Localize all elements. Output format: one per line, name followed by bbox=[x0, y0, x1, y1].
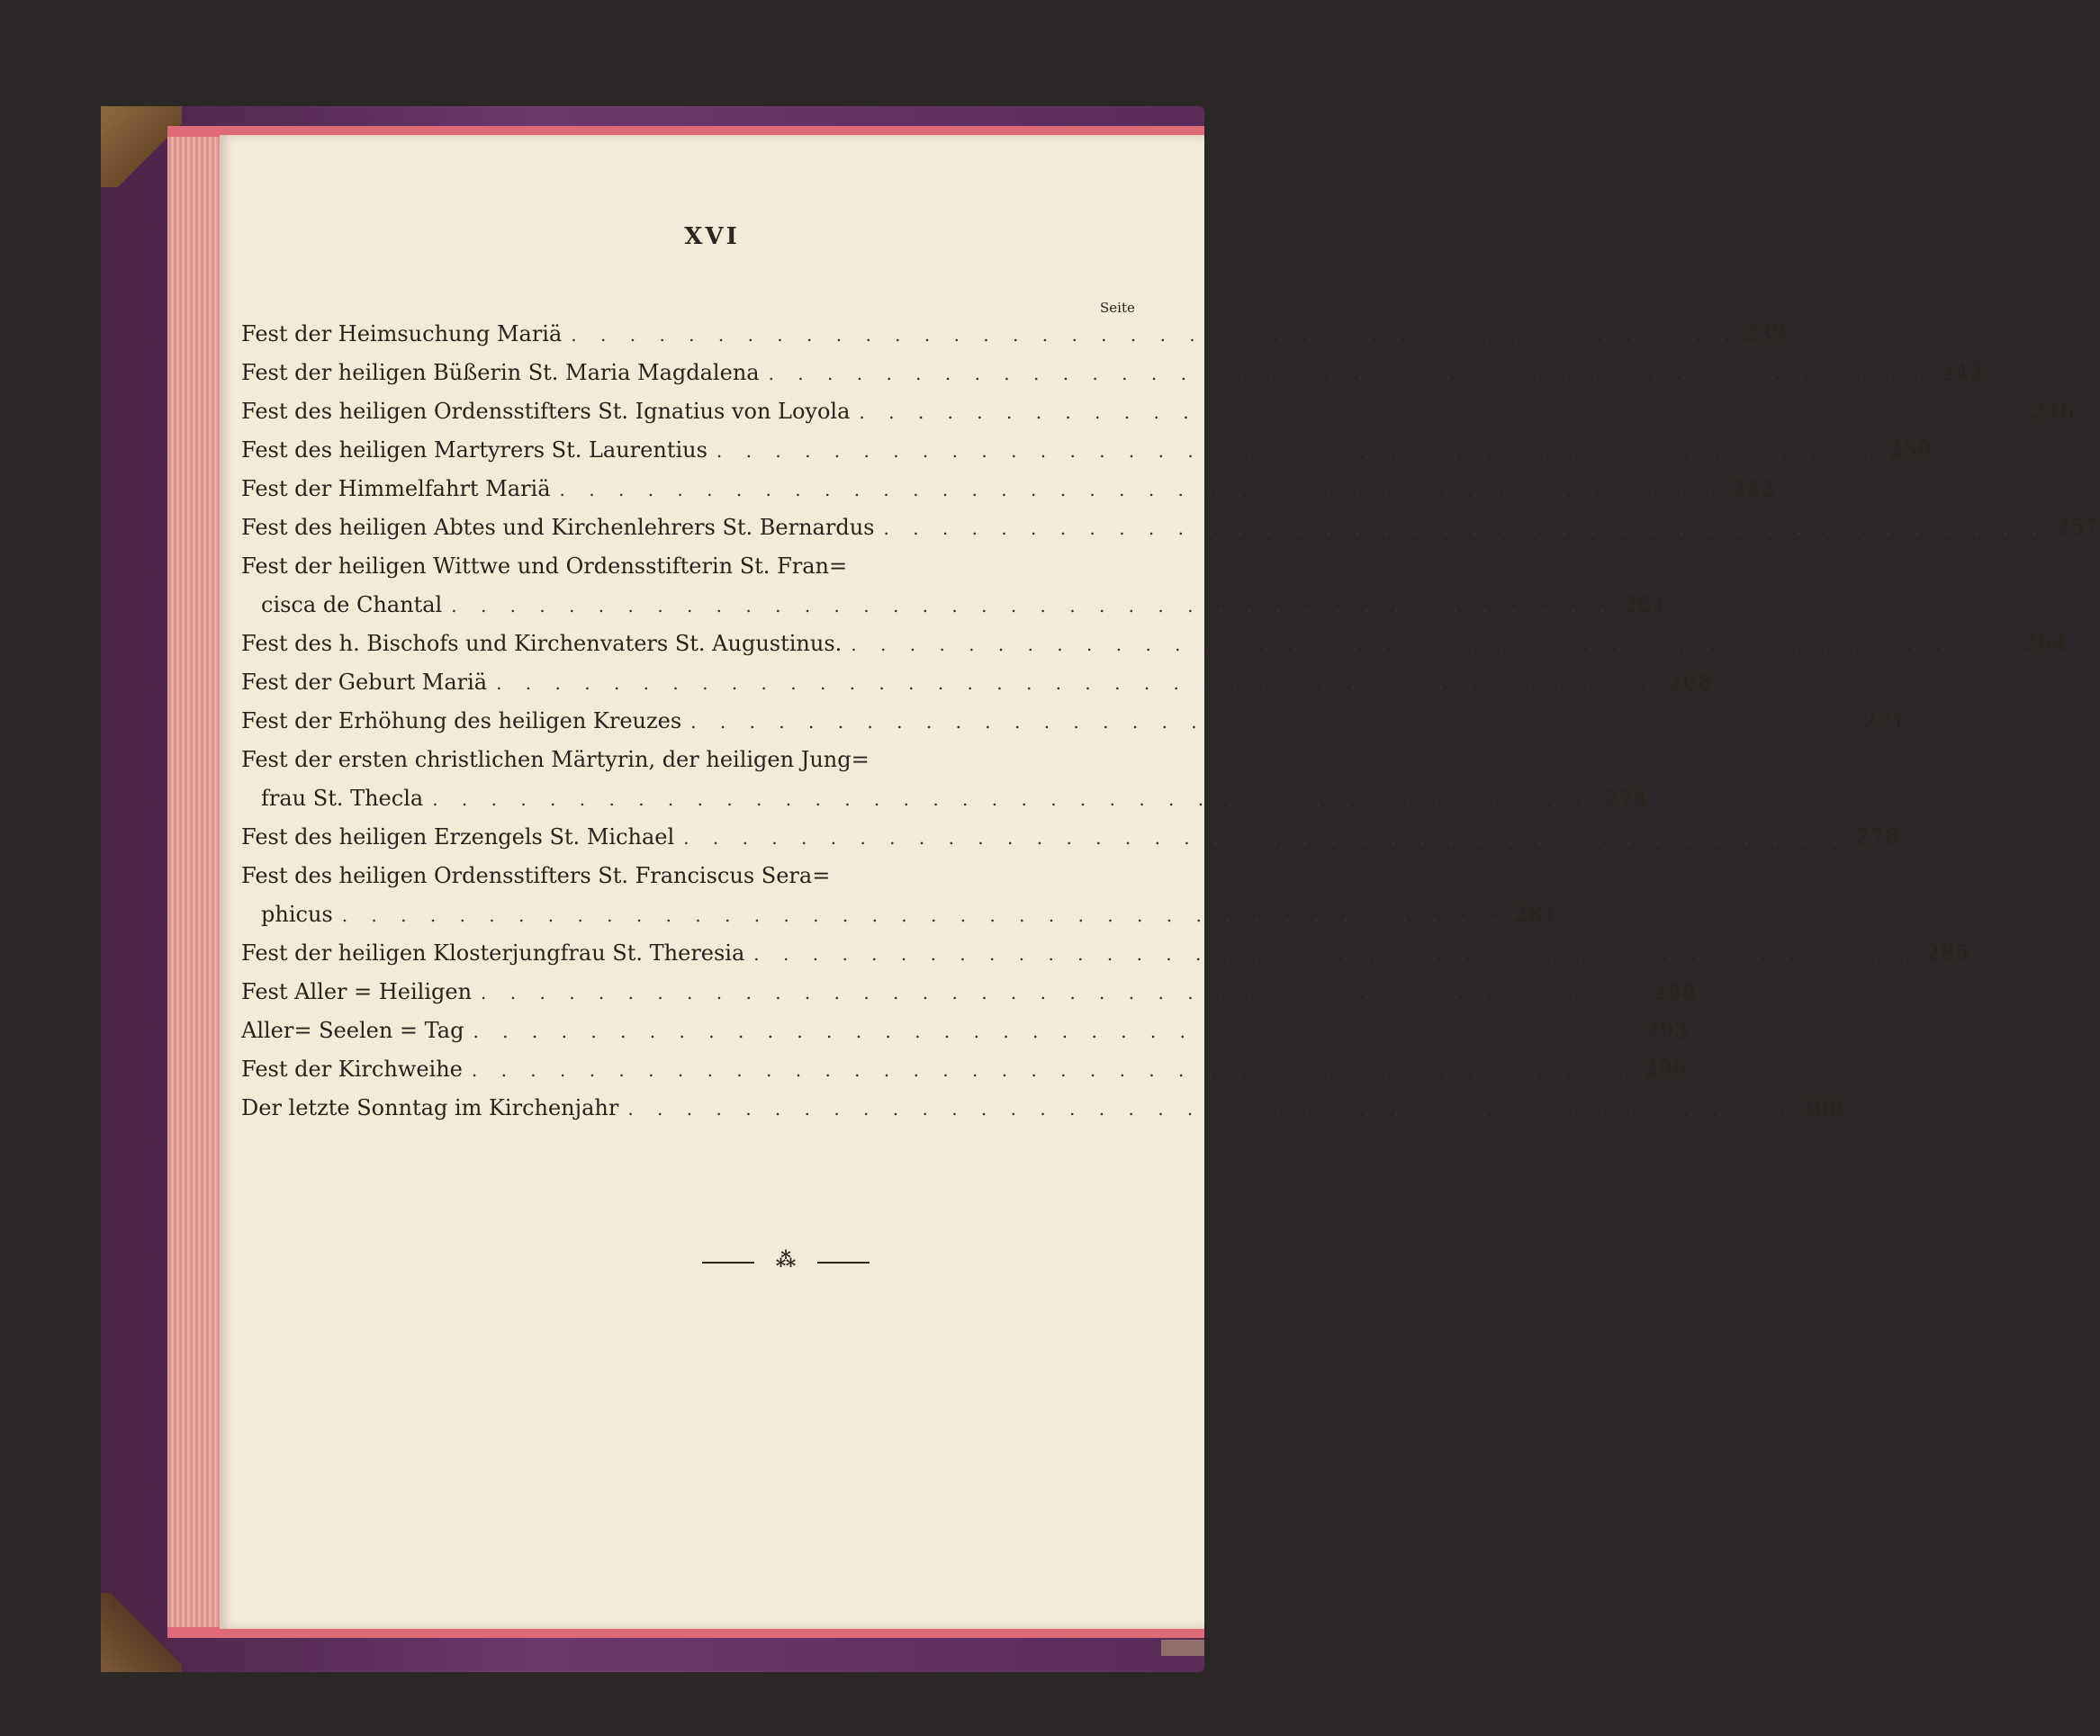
toc-entry bbox=[241, 431, 1933, 470]
toc-entry-title: Fest der Erhöhung des heiligen Kreuzes bbox=[241, 708, 682, 733]
toc-entry-title: frau St. Thecla bbox=[261, 786, 424, 811]
toc-page-number: 293 bbox=[1645, 1018, 1690, 1043]
toc-page-number: 239 bbox=[1743, 321, 1788, 346]
toc-entry bbox=[241, 354, 1985, 392]
toc-entry-title: Fest Aller = Heiligen bbox=[241, 979, 473, 1004]
toc-entry-line bbox=[241, 392, 2076, 431]
fleuron-icon: ⁂ bbox=[775, 1248, 797, 1272]
toc-entry bbox=[241, 1089, 1844, 1128]
dot-leader: . . . . . . . . . . . . . . . . . . . . . . . . . . . . . . . . . . . . . . . . bbox=[471, 1059, 1636, 1081]
dot-leader: . . . . . . . . . . . . . . . . . . . . . . . . . . . . . . . . . . . . . . . . bbox=[716, 440, 1880, 462]
toc-page-number: 268 bbox=[1668, 670, 1713, 695]
toc-page-number: 264 bbox=[2023, 631, 2068, 656]
dot-leader: . . . . . . . . . . . . . . . . . . . . . . . . . . . . . . . . . . . . . . . . bbox=[851, 634, 2014, 655]
dot-leader: . . . . . . . . . . . . . . . . . . . . . . . . . . . . . . . . . . . . . . . . bbox=[451, 595, 1615, 616]
toc-entry-line bbox=[241, 934, 1970, 973]
toc-entry-continuation bbox=[241, 586, 1668, 625]
toc-entry-line bbox=[241, 508, 2100, 547]
toc-page-number: 274 bbox=[1604, 786, 1649, 811]
dot-leader: . . . . . . . . . . . . . . . . . . . . . . . . . . . . . . . . . . . . . . . . bbox=[473, 1021, 1636, 1042]
toc-entry-title: Fest der heiligen Wittwe und Ordensstifterin St. Fran= bbox=[241, 553, 848, 579]
toc-entry-line bbox=[241, 315, 1788, 354]
page-edges bbox=[167, 126, 221, 1638]
toc-page-number: 288 bbox=[1653, 979, 1698, 1004]
toc-page-number: 296 bbox=[1644, 1057, 1688, 1082]
dot-leader: . . . . . . . . . . . . . . . . . . . . . . . . . . . . . . . . . . . . . . . . bbox=[571, 324, 1735, 346]
toc-entry-line bbox=[241, 973, 1698, 1012]
toc-entry bbox=[241, 470, 1776, 508]
dot-leader: . . . . . . . . . . . . . . . . . . . . . . . . . . . . . . . . . . . . . . . . bbox=[559, 479, 1723, 500]
toc-entry-continuation bbox=[241, 895, 1558, 934]
toc-page-number: 271 bbox=[1862, 708, 1907, 733]
cover-wear bbox=[1161, 1640, 1204, 1656]
toc-entry bbox=[241, 973, 1698, 1012]
toc-entry-title: Fest der heiligen Büßerin St. Maria Magdalena bbox=[241, 360, 760, 385]
toc-entry-title: Fest des heiligen Ordensstifters St. Ignatius von Loyola bbox=[241, 399, 851, 424]
dot-leader: . . . . . . . . . . . . . . . . . . . . . . . . . . . . . . . . . . . . . . . . bbox=[627, 1098, 1791, 1120]
page-number-header: XVI bbox=[684, 223, 740, 250]
toc-entry bbox=[241, 663, 1713, 702]
dot-leader: . . . . . . . . . . . . . . . . . . . . . . . . . . . . . . . . . . . . . . . . bbox=[753, 943, 1917, 965]
toc-page-number: 246 bbox=[2031, 399, 2076, 424]
toc-page-number: 257 bbox=[2055, 515, 2100, 540]
toc-entry bbox=[241, 934, 1970, 973]
dot-leader: . . . . . . . . . . . . . . . . . . . . . . . . . . . . . . . . . . . . . . . . bbox=[883, 517, 2047, 539]
toc-entry-title: Fest des heiligen Martyrers St. Laurentius bbox=[241, 437, 708, 463]
dot-leader: . . . . . . . . . . . . . . . . . . . . . . . . . . . . . . . . . . . . . . . . bbox=[683, 827, 1847, 849]
dot-leader: . . . . . . . . . . . . . . . . . . . . . . . . . . . . . . . . . . . . . . . . bbox=[690, 711, 1854, 733]
toc-page-number: 300 bbox=[1799, 1095, 1844, 1120]
toc-entry-line bbox=[241, 470, 1776, 508]
page-column-label: Seite bbox=[1100, 300, 1135, 316]
toc-page-number: 250 bbox=[1888, 437, 1933, 463]
toc-entry-title: Aller= Seelen = Tag bbox=[241, 1018, 464, 1043]
toc-entry-line bbox=[241, 702, 1907, 741]
toc-entry bbox=[241, 857, 1558, 934]
toc-entry-title: Fest der Kirchweihe bbox=[241, 1057, 463, 1082]
toc-page-number: 278 bbox=[1855, 824, 1900, 850]
table-of-contents bbox=[241, 315, 2100, 1128]
toc-page-number: 281 bbox=[1513, 902, 1558, 927]
toc-entry bbox=[241, 1050, 1688, 1089]
dot-leader: . . . . . . . . . . . . . . . . . . . . . . . . . . . . . . . . . . . . . . . . bbox=[432, 788, 1596, 810]
dot-leader: . . . . . . . . . . . . . . . . . . . . . . . . . . . . . . . . . . . . . . . . bbox=[768, 363, 1932, 384]
toc-entry-title: Fest des heiligen Abtes und Kirchenlehrers St. Bernardus bbox=[241, 515, 875, 540]
toc-entry-line bbox=[241, 625, 2068, 663]
toc-entry-continuation bbox=[241, 779, 1649, 818]
toc-entry-line bbox=[241, 857, 1150, 895]
toc-entry-line bbox=[241, 741, 1150, 779]
dot-leader: . . . . . . . . . . . . . . . . . . . . . . . . . . . . . . . . . . . . . . . . bbox=[481, 982, 1645, 1003]
toc-entry-line bbox=[241, 663, 1713, 702]
toc-page-number: 243 bbox=[1940, 360, 1985, 385]
toc-entry-line bbox=[241, 1089, 1844, 1128]
toc-page-number: 253 bbox=[1731, 476, 1776, 501]
toc-entry bbox=[241, 818, 1900, 857]
toc-entry-title: Fest der ersten christlichen Märtyrin, der heiligen Jung= bbox=[241, 747, 870, 772]
toc-page-number: 261 bbox=[1623, 592, 1668, 617]
toc-entry-line bbox=[241, 354, 1985, 392]
toc-page-number: 285 bbox=[1925, 940, 1970, 966]
end-ornament bbox=[702, 1248, 870, 1272]
toc-entry bbox=[241, 1012, 1690, 1050]
toc-entry-title: Fest der Heimsuchung Mariä bbox=[241, 321, 563, 346]
dot-leader: . . . . . . . . . . . . . . . . . . . . . . . . . . . . . . . . . . . . . . . . bbox=[496, 672, 1660, 694]
toc-entry bbox=[241, 547, 1668, 625]
dot-leader: . . . . . . . . . . . . . . . . . . . . . . . . . . . . . . . . . . . . . . . . bbox=[859, 401, 2023, 423]
toc-entry bbox=[241, 392, 2076, 431]
toc-entry-line bbox=[241, 818, 1900, 857]
toc-entry-line bbox=[241, 1012, 1690, 1050]
toc-entry-line bbox=[241, 547, 1150, 586]
toc-entry-title: Fest des heiligen Ordensstifters St. Franciscus Sera= bbox=[241, 863, 831, 888]
toc-entry bbox=[241, 508, 2100, 547]
dot-leader: . . . . . . . . . . . . . . . . . . . . . . . . . . . . . . . . . . . . . . . . bbox=[341, 904, 1505, 926]
toc-entry-title: Fest der Himmelfahrt Mariä bbox=[241, 476, 551, 501]
toc-entry-title: Fest des heiligen Erzengels St. Michael bbox=[241, 824, 675, 850]
toc-entry-title: cisca de Chantal bbox=[261, 592, 443, 617]
toc-entry-line bbox=[241, 431, 1933, 470]
toc-entry-title: phicus bbox=[261, 902, 333, 927]
toc-entry-line bbox=[241, 1050, 1688, 1089]
toc-entry-title: Fest der heiligen Klosterjungfrau St. Theresia bbox=[241, 940, 745, 966]
toc-entry bbox=[241, 625, 2068, 663]
toc-entry-title: Fest des h. Bischofs und Kirchenvaters St. Augustinus. bbox=[241, 631, 843, 656]
toc-entry bbox=[241, 315, 1788, 354]
toc-entry-title: Der letzte Sonntag im Kirchenjahr bbox=[241, 1095, 619, 1120]
toc-entry bbox=[241, 702, 1907, 741]
toc-entry-title: Fest der Geburt Mariä bbox=[241, 670, 488, 695]
toc-entry bbox=[241, 741, 1649, 818]
